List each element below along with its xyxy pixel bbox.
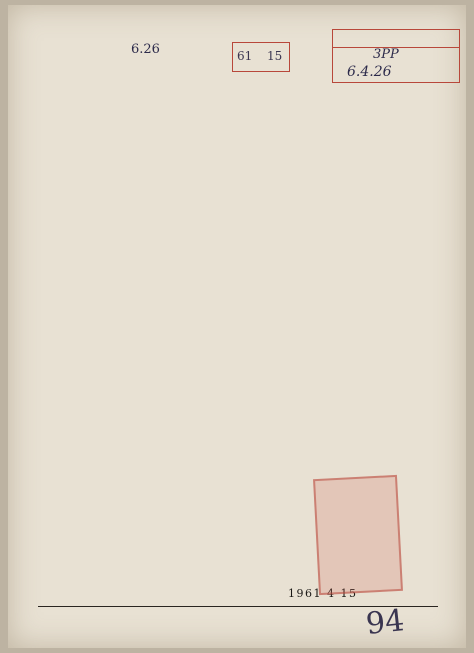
memo-title bbox=[158, 75, 358, 91]
corner-number: 94 bbox=[364, 603, 406, 642]
file-stamp bbox=[232, 42, 290, 72]
document-page bbox=[8, 5, 466, 648]
receipt-stamp-office bbox=[333, 32, 459, 48]
receipt-stamp-date: 6.4.26 bbox=[347, 64, 392, 80]
red-seal-text bbox=[321, 484, 383, 487]
file-stamp-line1: 61 bbox=[237, 49, 253, 63]
receipt-stamp-serial: 3PP bbox=[373, 47, 399, 62]
red-seal bbox=[313, 475, 403, 595]
margin-note-number: 6.26 bbox=[131, 42, 160, 57]
signature-date: 1961 4 15 bbox=[288, 587, 358, 600]
file-stamp-line2: 15 bbox=[267, 49, 283, 63]
